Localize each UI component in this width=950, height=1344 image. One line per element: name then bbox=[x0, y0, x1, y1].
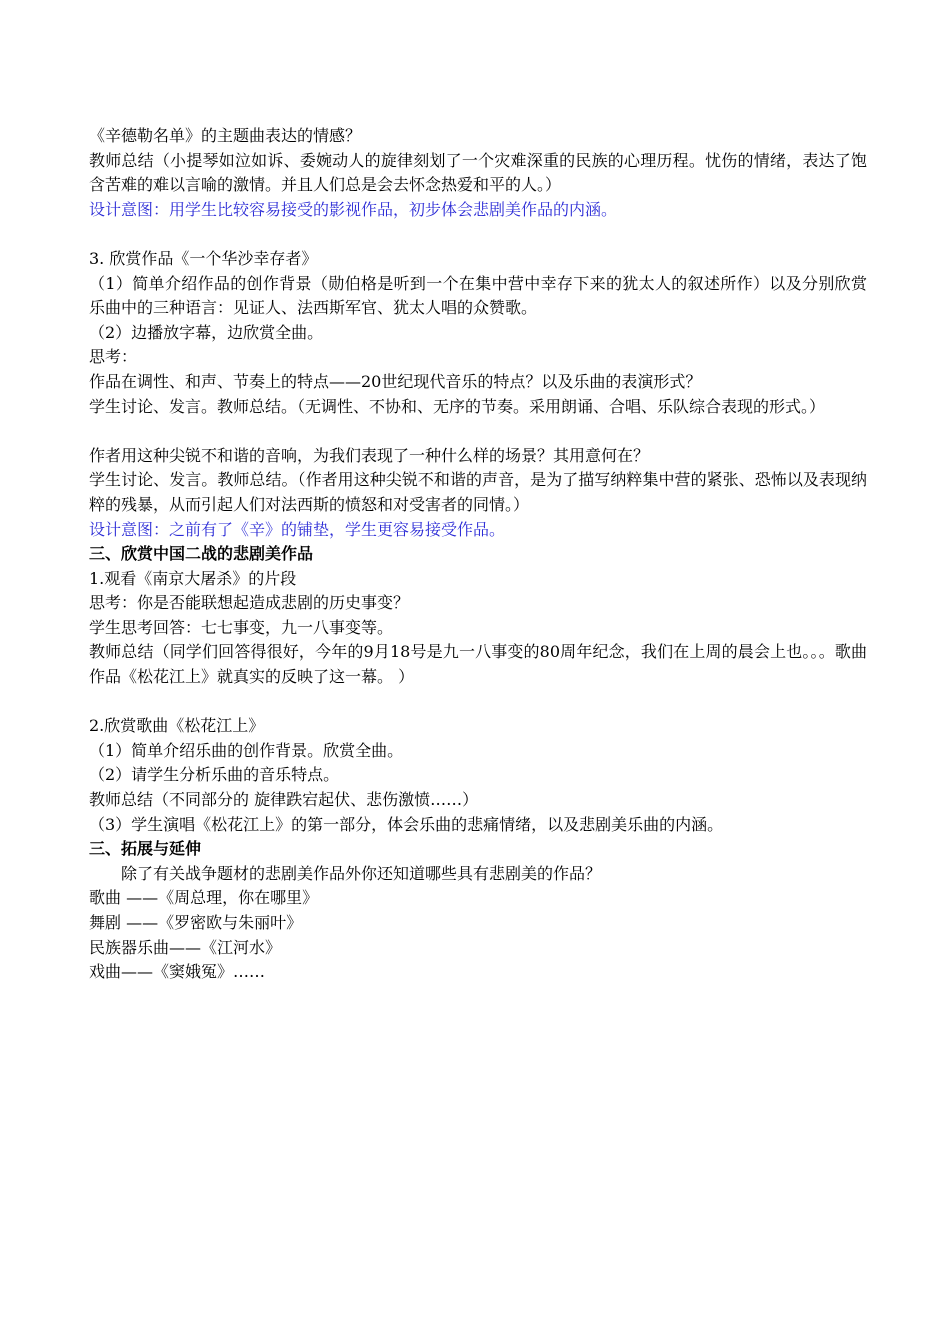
document-body bbox=[89, 124, 867, 985]
paragraph: 思考： bbox=[89, 347, 138, 367]
list-item: 舞剧 ——《罗密欧与朱丽叶》 bbox=[89, 913, 303, 932]
blank-line bbox=[89, 690, 867, 715]
paragraph: 教师总结（同学们回答得很好，今年的9月18号是九一八事变的80周年纪念，我们在上周的晨会上也。。。歌曲作品《松花江上》就真实的反映了这一幕。 ） bbox=[89, 642, 867, 687]
paragraph: 作者用这种尖锐不和谐的音响，为我们表现了一种什么样的场景？其用意何在？ bbox=[89, 445, 650, 465]
blank-line bbox=[89, 419, 867, 444]
paragraph: 教师总结（不同部分的 旋律跌宕起伏、悲伤激愤……） bbox=[89, 790, 479, 810]
section-item-title: 2.欣赏歌曲《松花江上》 bbox=[89, 716, 265, 736]
list-item: 戏曲——《窦娥冤》…… bbox=[89, 962, 266, 982]
paragraph: 除了有关战争题材的悲剧美作品外你还知道哪些具有悲剧美的作品？ bbox=[121, 863, 602, 883]
paragraph: 《辛德勒名单》的主题曲表达的情感？ bbox=[89, 126, 362, 145]
section-heading: 三、欣赏中国二战的悲剧美作品 bbox=[89, 544, 314, 564]
paragraph: 学生思考回答：七七事变，九一八事变等。 bbox=[89, 617, 394, 637]
paragraph: 教师总结（小提琴如泣如诉、委婉动人的旋律刻划了一个灾难深重的民族的心理历程。忧伤的情绪，表达了饱含苦难的难以言喻的激情。并且人们总是会去怀念热爱和平的人。） bbox=[89, 150, 867, 195]
paragraph: （1）简单介绍乐曲的创作背景。欣赏全曲。 bbox=[89, 740, 404, 760]
list-item: 民族器乐曲——《江河水》 bbox=[89, 937, 282, 957]
section-item-title: 3. 欣赏作品《一个华沙幸存者》 bbox=[89, 248, 318, 268]
paragraph: 思考：你是否能联想起造成悲剧的历史事变？ bbox=[89, 593, 410, 613]
section-heading: 三、拓展与延伸 bbox=[89, 839, 202, 859]
paragraph: （1）简单介绍作品的创作背景（勋伯格是听到一个在集中营中幸存下来的犹太人的叙述所作）以及分别欣赏乐曲中的三种语言：见证人、法西斯军官、犹太人唱的众赞歌。 bbox=[89, 273, 867, 318]
paragraph: 学生讨论、发言。教师总结。（作者用这种尖锐不和谐的声音，是为了描写纳粹集中营的紧张、恐怖以及表现纳粹的残暴，从而引起人们对法西斯的愤怒和对受害者的同情。） bbox=[89, 470, 867, 514]
paragraph: （3）学生演唱《松花江上》的第一部分，体会乐曲的悲痛情绪，以及悲剧美乐曲的内涵。 bbox=[89, 814, 724, 834]
design-intent-note: 设计意图：用学生比较容易接受的影视作品，初步体会悲剧美作品的内涵。 bbox=[89, 199, 618, 219]
blank-line bbox=[89, 222, 867, 247]
paragraph: （2）边播放字幕，边欣赏全曲。 bbox=[89, 322, 324, 342]
paragraph: 作品在调性、和声、节奏上的特点——20世纪现代音乐的特点？以及乐曲的表演形式？ bbox=[89, 371, 702, 391]
paragraph: （2）请学生分析乐曲的音乐特点。 bbox=[89, 765, 340, 785]
list-item: 歌曲 ——《周总理，你在哪里》 bbox=[89, 888, 319, 908]
paragraph: 学生讨论、发言。教师总结。（无调性、不协和、无序的节奏。采用朗诵、合唱、乐队综合表现的形式。） bbox=[89, 396, 826, 416]
section-item-title: 1.观看《南京大屠杀》的片段 bbox=[89, 568, 297, 588]
design-intent-note: 设计意图：之前有了《辛》的铺垫，学生更容易接受作品。 bbox=[89, 519, 506, 539]
